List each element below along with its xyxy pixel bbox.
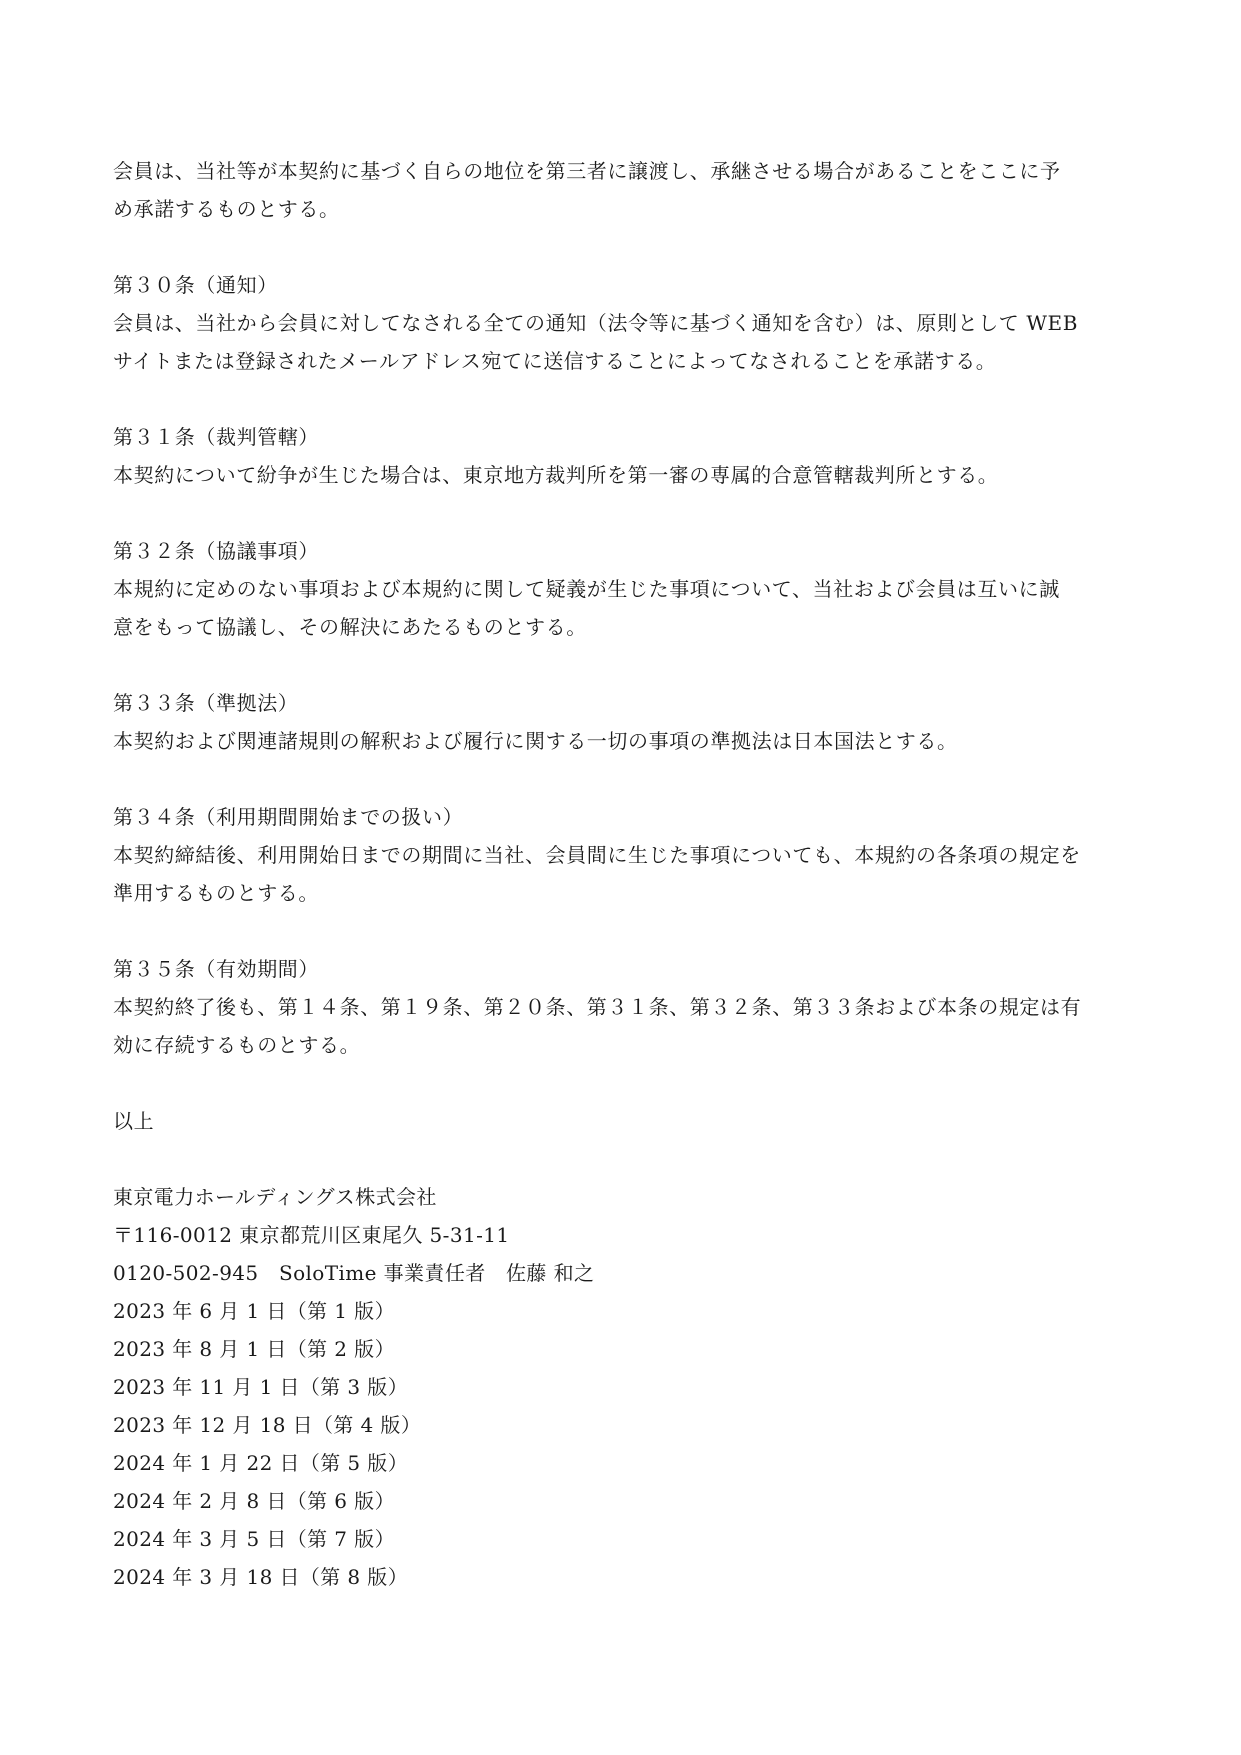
intro-paragraph xyxy=(113,152,1143,228)
article-33 xyxy=(113,684,1143,760)
article-34 xyxy=(113,798,1143,912)
version-entry: 2023 年 11 月 1 日（第 3 版） xyxy=(113,1375,409,1399)
article-30 xyxy=(113,266,1143,380)
article-heading: 第３３条（準拠法） xyxy=(113,691,299,715)
article-line: 本契約締結後、利用開始日までの期間に当社、会員間に生じた事項についても、本規約の各条項の規定を xyxy=(113,843,1081,867)
article-line: 準用するものとする。 xyxy=(113,881,319,905)
article-line: 意をもって協議し、その解決にあたるものとする。 xyxy=(113,615,587,639)
article-32 xyxy=(113,532,1143,646)
version-entry: 2024 年 3 月 18 日（第 8 版） xyxy=(113,1565,409,1589)
version-entry: 2023 年 6 月 1 日（第 1 版） xyxy=(113,1299,395,1323)
article-line: 本契約について紛争が生じた場合は、東京地方裁判所を第一審の専属的合意管轄裁判所とする。 xyxy=(113,463,999,487)
version-entry: 2024 年 2 月 8 日（第 6 版） xyxy=(113,1489,395,1513)
version-entry: 2024 年 1 月 22 日（第 5 版） xyxy=(113,1451,409,1475)
article-line: 効に存続するものとする。 xyxy=(113,1033,361,1057)
intro-line: め承諾するものとする。 xyxy=(113,197,340,221)
article-heading: 第３４条（利用期間開始までの扱い） xyxy=(113,805,464,829)
company-contact: 0120-502-945 SoloTime 事業責任者 佐藤 和之 xyxy=(113,1261,595,1285)
article-line: 本契約および関連諸規則の解釈および履行に関する一切の事項の準拠法は日本国法とする。 xyxy=(113,729,958,753)
version-entry: 2023 年 8 月 1 日（第 2 版） xyxy=(113,1337,395,1361)
article-line: 本規約に定めのない事項および本規約に関して疑義が生じた事項について、当社および会員は互いに誠 xyxy=(113,577,1060,601)
article-heading: 第３２条（協議事項） xyxy=(113,539,319,563)
version-entry: 2024 年 3 月 5 日（第 7 版） xyxy=(113,1527,395,1551)
article-heading: 第３１条（裁判管轄） xyxy=(113,425,319,449)
company-name: 東京電力ホールディングス株式会社 xyxy=(113,1185,437,1209)
article-line: 本契約終了後も、第１４条、第１９条、第２０条、第３１条、第３２条、第３３条および本条の規定は有 xyxy=(113,995,1082,1019)
article-line: 会員は、当社から会員に対してなされる全ての通知（法令等に基づく通知を含む）は、原則として WEB xyxy=(113,311,1079,335)
article-line: サイトまたは登録されたメールアドレス宛てに送信することによってなされることを承諾する。 xyxy=(113,349,997,373)
version-history xyxy=(113,1292,1143,1596)
intro-line: 会員は、当社等が本契約に基づく自らの地位を第三者に譲渡し、承継させる場合があることをここに予 xyxy=(113,159,1061,183)
article-31 xyxy=(113,418,1143,494)
closing-text: 以上 xyxy=(113,1109,155,1133)
article-heading: 第３０条（通知） xyxy=(113,273,278,297)
article-heading: 第３５条（有効期間） xyxy=(113,957,319,981)
version-entry: 2023 年 12 月 18 日（第 4 版） xyxy=(113,1413,422,1437)
article-35 xyxy=(113,950,1143,1064)
company-footer xyxy=(113,1178,1143,1596)
document-page xyxy=(113,152,1143,1596)
company-address: 〒116-0012 東京都荒川区東尾久 5-31-11 xyxy=(113,1223,510,1247)
